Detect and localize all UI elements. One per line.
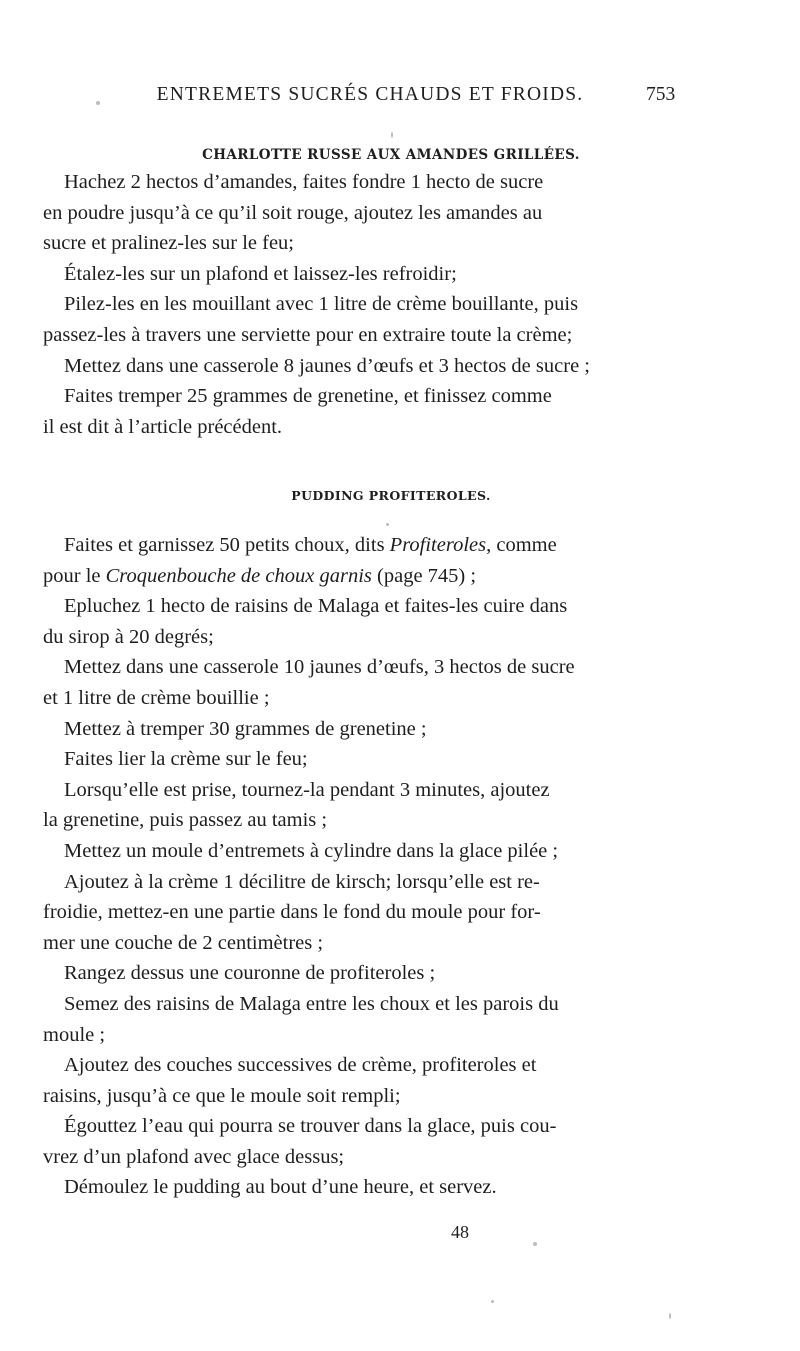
text-line: et 1 litre de crème bouillie ; (43, 686, 270, 709)
text-line: Mettez dans une casserole 10 jaunes d’œufs, 3 hectos de sucre (64, 656, 575, 679)
text-line: Ajoutez des couches successives de crème, profiteroles et (64, 1054, 537, 1077)
text-line: Démoulez le pudding au bout d’une heure, et servez. (64, 1176, 497, 1199)
text-line: en poudre jusqu’à ce qu’il soit rouge, ajoutez les amandes au (43, 201, 543, 224)
text-line: Faites lier la crème sur le feu; (64, 748, 308, 771)
paper-speck (669, 1313, 671, 1319)
text-line: mer une couche de 2 centimètres ; (43, 931, 324, 954)
text-line: pour le Croquenbouche de choux garnis (page 745) ; (43, 564, 477, 587)
paper-speck (386, 523, 389, 526)
text-line: Étalez-les sur un plafond et laissez-les refroidir; (64, 262, 457, 285)
italic-term: Croquenbouche de choux garnis (105, 564, 372, 587)
italic-term: Profiteroles (389, 534, 487, 556)
text-line: raisins, jusqu’à ce que le moule soit rempli; (43, 1084, 401, 1107)
text-line: la grenetine, puis passez au tamis ; (43, 809, 328, 832)
section-title-charlotte: CHARLOTTE RUSSE AUX AMANDES GRILLÉES. (202, 147, 580, 163)
text-line: Mettez un moule d’entremets à cylindre dans la glace pilée ; (64, 839, 559, 862)
text-line: Faites tremper 25 grammes de grenetine, et finissez comme (64, 385, 552, 408)
text-line: Égouttez l’eau qui pourra se trouver dans la glace, puis cou- (64, 1115, 557, 1138)
text-line: il est dit à l’article précédent. (43, 415, 283, 438)
pudding-text (43, 530, 739, 1203)
charlotte-text (43, 157, 739, 442)
text-line: du sirop à 20 degrés; (43, 625, 214, 648)
signature-mark: 48 (451, 1222, 469, 1242)
text-line: sucre et pralinez-les sur le feu; (43, 232, 295, 255)
running-title: ENTREMETS SUCRÉS CHAUDS ET FROIDS. (156, 84, 584, 105)
paper-speck (96, 101, 100, 105)
text-line: Mettez à tremper 30 grammes de grenetine ; (64, 717, 427, 740)
text-line: Pilez-les en les mouillant avec 1 litre de crème bouillante, puis (64, 293, 579, 316)
text-line: Hachez 2 hectos d’amandes, faites fondre 1 hecto de sucre (64, 171, 544, 193)
text-line: Epluchez 1 hecto de raisins de Malaga et faites-les cuire dans (64, 595, 568, 618)
text-line: froidie, mettez-en une partie dans le fond du moule pour for- (43, 901, 541, 924)
page-number: 753 (646, 84, 676, 105)
text-line: Semez des raisins de Malaga entre les choux et les parois du (64, 992, 559, 1015)
paper-speck (491, 1300, 494, 1303)
text-line: Mettez dans une casserole 8 jaunes d’œufs et 3 hectos de sucre ; (64, 354, 590, 377)
text-line: Rangez dessus une couronne de profiteroles ; (64, 962, 436, 985)
text-line: Lorsqu’elle est prise, tournez-la pendant 3 minutes, ajoutez (64, 778, 550, 801)
text-line: vrez d’un plafond avec glace dessus; (43, 1145, 345, 1168)
section-title-pudding: PUDDING PROFITEROLES. (291, 488, 491, 503)
text-line: Ajoutez à la crème 1 décilitre de kirsch; lorsqu’elle est re- (64, 870, 540, 893)
text-line: moule ; (43, 1023, 106, 1046)
paper-speck (391, 132, 393, 138)
text-line: Faites et garnissez 50 petits choux, dits Profiteroles, comme (64, 534, 557, 556)
paper-speck (533, 1242, 537, 1246)
text-line: passez-les à travers une serviette pour en extraire toute la crème; (43, 323, 573, 346)
